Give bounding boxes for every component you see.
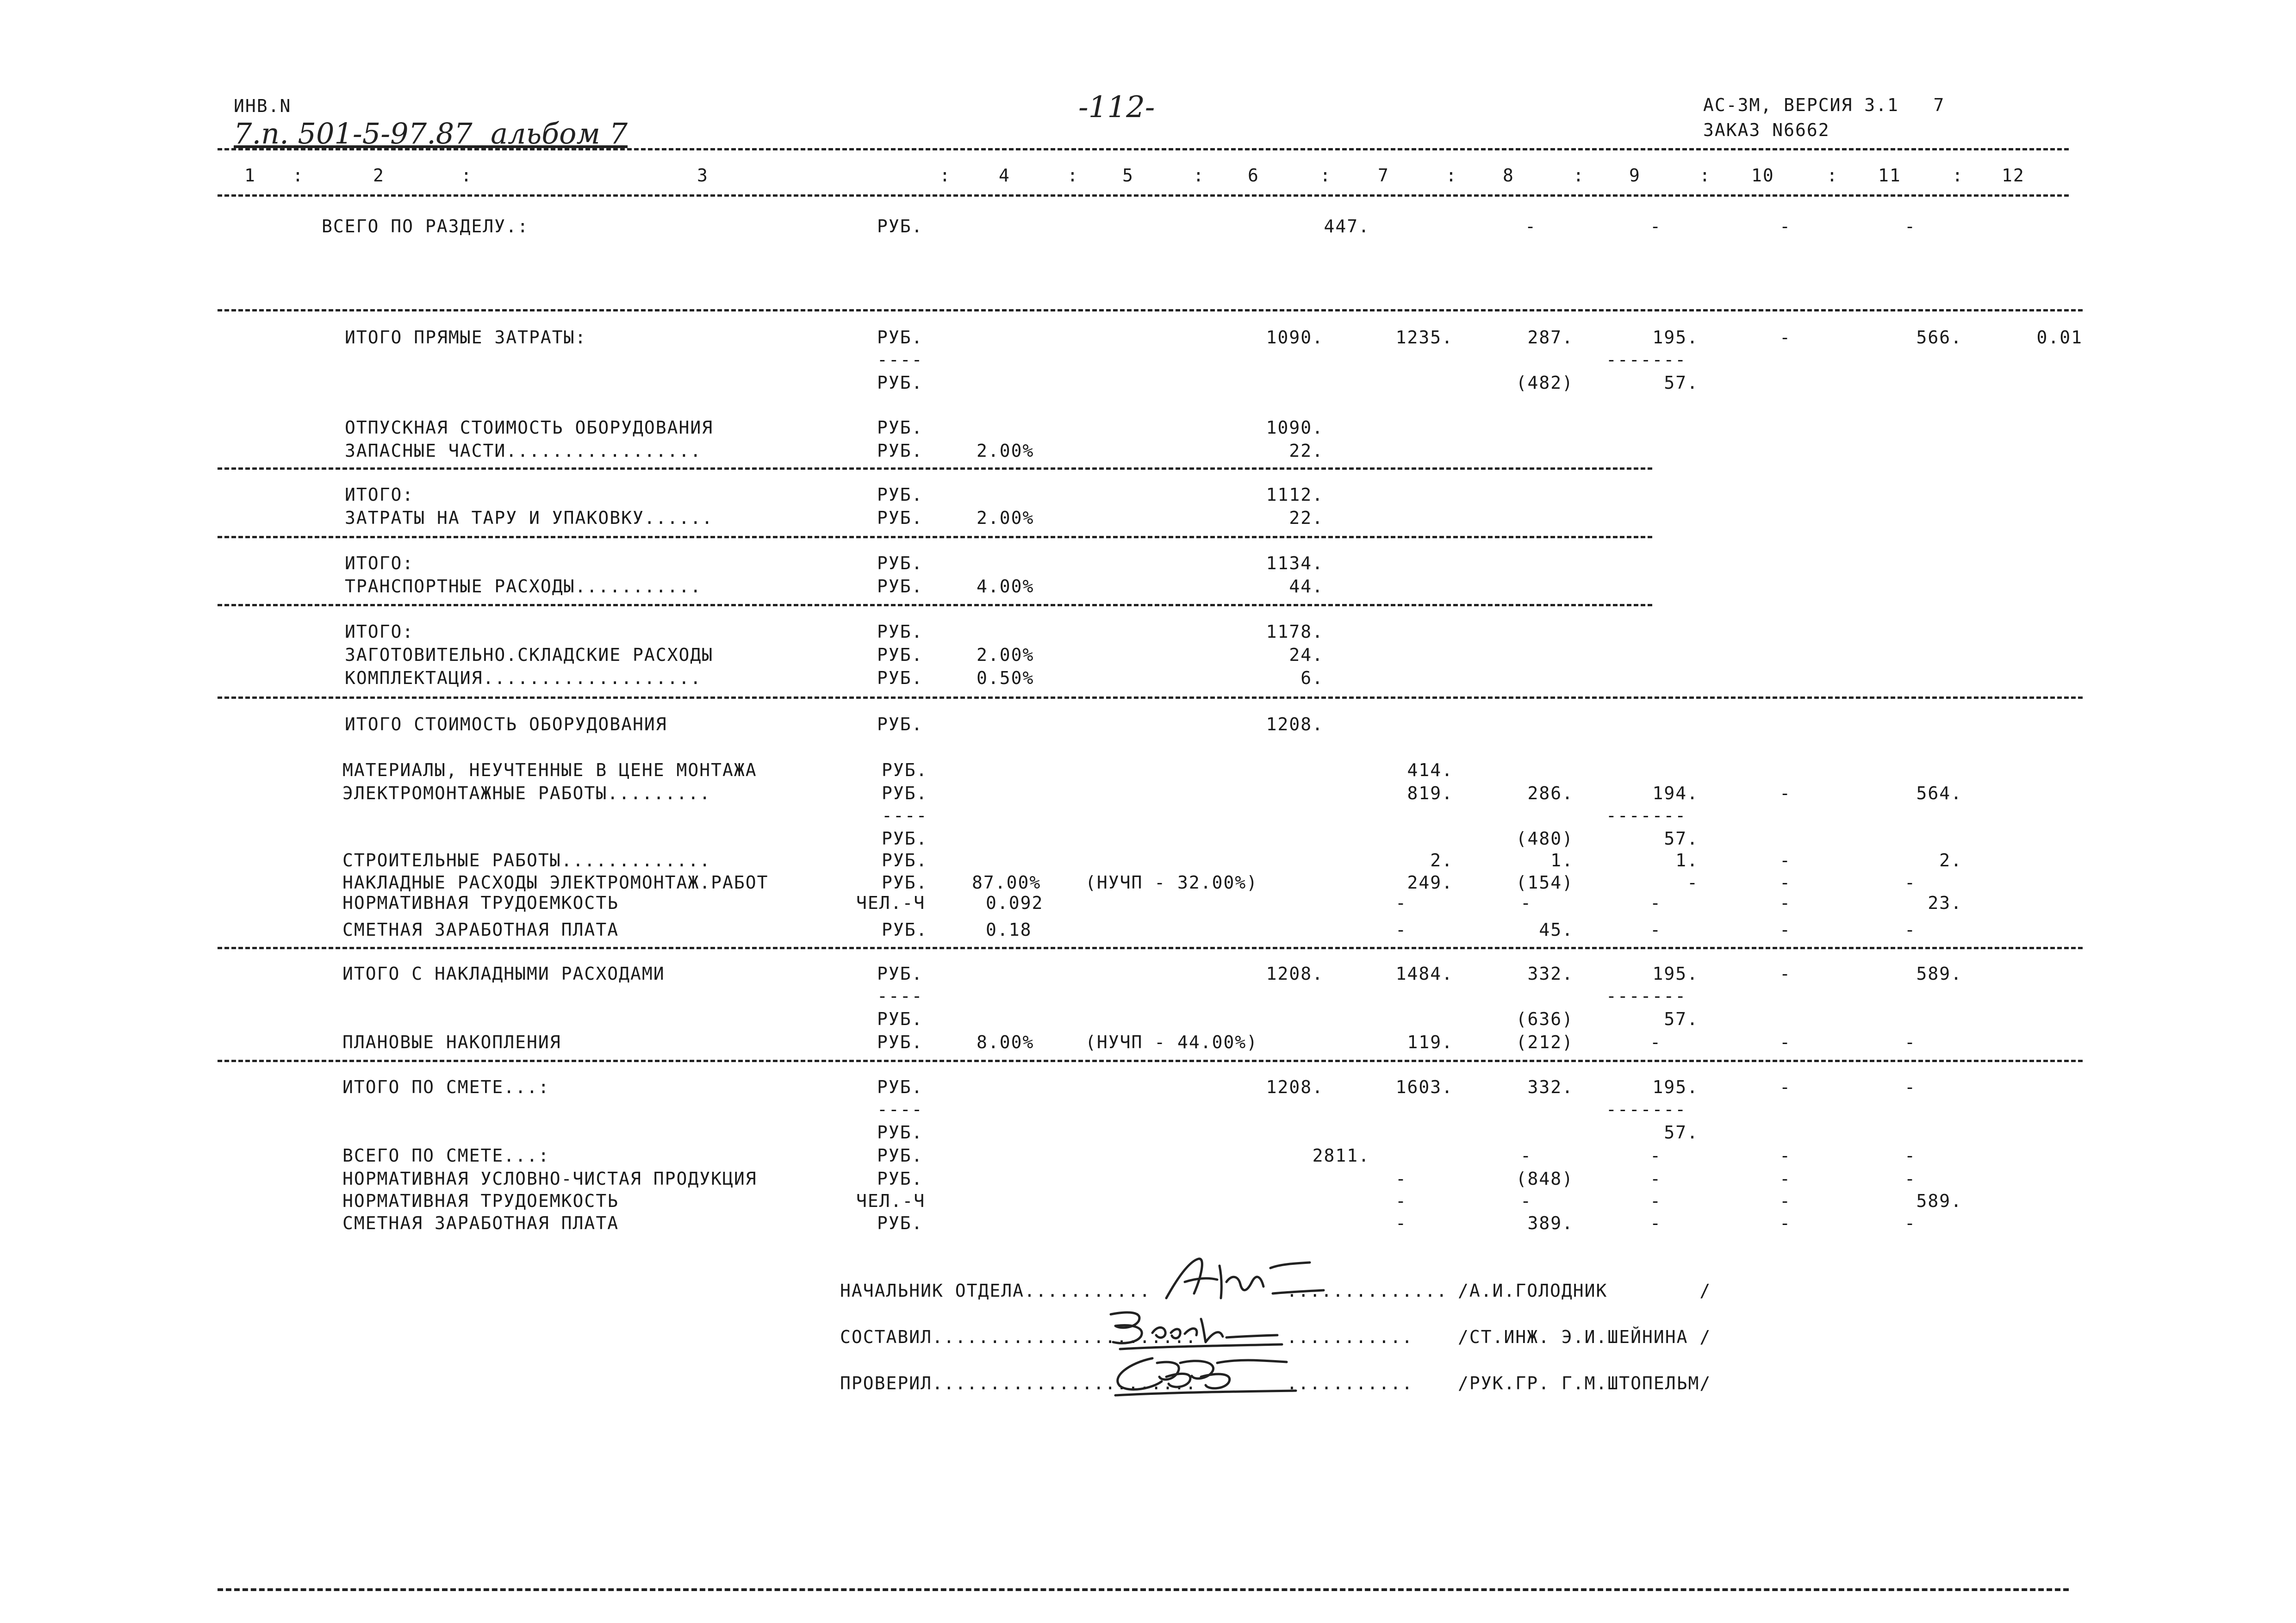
column-number: 1 (244, 165, 256, 186)
row-label: СМЕТНАЯ ЗАРАБОТНАЯ ПЛАТА (342, 920, 619, 940)
cell-col11: - (1904, 1169, 1916, 1189)
cell-col6: 1112. (1266, 485, 1324, 505)
cell-col8: (154) (1516, 872, 1574, 893)
cell-col8: - (1520, 1191, 1532, 1211)
column-separator: : (940, 165, 951, 186)
handwritten-signature-3 (1101, 1344, 1305, 1405)
row-label: ЗАТРАТЫ НА ТАРУ И УПАКОВКУ...... (345, 508, 714, 528)
cell-col11: 589. (1916, 1191, 1962, 1211)
subtotal-separator: ------- (1606, 349, 1687, 370)
cell-col7: - (1395, 1169, 1407, 1189)
row-unit: РУБ. (877, 373, 923, 393)
inventory-label: ИНВ.N (234, 96, 292, 116)
cell-col10: - (1780, 1213, 1791, 1233)
cell-col6: 24. (1289, 645, 1324, 665)
row-label: ЗАПАСНЫЕ ЧАСТИ................. (345, 441, 702, 461)
row-unit: РУБ. (882, 872, 928, 893)
row-label: ИТОГО ПРЯМЫЕ ЗАТРАТЫ: (345, 327, 587, 348)
row-label: ИТОГО: (345, 485, 414, 505)
cell-col11: 589. (1916, 964, 1962, 984)
cell-col4: 4.00% (977, 576, 1034, 597)
row-label: ПЛАНОВЫЕ НАКОПЛЕНИЯ (342, 1032, 561, 1052)
cell-col11: 564. (1916, 783, 1962, 803)
row-label: СТРОИТЕЛЬНЫЕ РАБОТЫ............. (342, 850, 711, 871)
column-separator: : (461, 165, 473, 186)
subtotal-separator: ------- (1606, 986, 1687, 1006)
row-unit: РУБ. (877, 508, 923, 528)
cell-col9: 57. (1664, 373, 1699, 393)
column-number: 5 (1122, 165, 1134, 186)
cell-col8: (480) (1516, 828, 1574, 849)
cell-col6: 1178. (1266, 622, 1324, 642)
order-number-label: ЗАКАЗ N6662 (1703, 120, 1830, 140)
column-number: 6 (1248, 165, 1259, 186)
cell-col9: - (1650, 1169, 1661, 1189)
signer-role: СОСТАВИЛ....................... (840, 1327, 1197, 1347)
row-unit: РУБ. (877, 1077, 923, 1097)
cell-col10: - (1780, 327, 1791, 348)
column-separator: : (292, 165, 304, 186)
cell-col7: - (1395, 920, 1407, 940)
cell-col10: - (1780, 964, 1791, 984)
cell-col11: 566. (1916, 327, 1962, 348)
system-version-label: АС-3М, ВЕРСИЯ 3.1 7 (1703, 95, 1945, 115)
cell-col7: 819. (1407, 783, 1453, 803)
unit-separator: ---- (877, 1099, 923, 1119)
cell-col11: - (1904, 1077, 1916, 1097)
cell-col9: 57. (1664, 1122, 1699, 1143)
cell-col6: 1134. (1266, 553, 1324, 573)
cell-col9: 195. (1652, 964, 1699, 984)
cell-col9: 195. (1652, 1077, 1699, 1097)
row-label: КОМПЛЕКТАЦИЯ................... (345, 668, 702, 688)
cell-col8: - (1520, 893, 1532, 913)
cell-col10: - (1780, 1191, 1791, 1211)
subtotal-separator: ------- (1606, 1099, 1687, 1119)
cell-col7: - (1395, 1191, 1407, 1211)
subsection-rule (218, 467, 1652, 470)
row-unit: РУБ. (877, 714, 923, 734)
row-label: НОРМАТИВНАЯ ТРУДОЕМКОСТЬ (342, 1191, 619, 1211)
row-unit: РУБ. (877, 576, 923, 597)
cell-col5: (НУЧП - 44.00%) (1085, 1032, 1258, 1052)
cell-col6: 22. (1289, 441, 1324, 461)
cell-col7: 1484. (1395, 964, 1453, 984)
row-label: НАКЛАДНЫЕ РАСХОДЫ ЭЛЕКТРОМОНТАЖ.РАБОТ (342, 872, 769, 893)
row-unit: РУБ. (877, 553, 923, 573)
row-label: ТРАНСПОРТНЫЕ РАСХОДЫ........... (345, 576, 702, 597)
row-label: ИТОГО СТОИМОСТЬ ОБОРУДОВАНИЯ (345, 714, 667, 734)
row-unit: РУБ. (877, 1169, 923, 1189)
cell-col10: - (1780, 920, 1791, 940)
cell-col8: 1. (1550, 850, 1574, 871)
cell-col7: 119. (1407, 1032, 1453, 1052)
cell-col6: 1208. (1266, 714, 1324, 734)
signer-role: ПРОВЕРИЛ....................... (840, 1373, 1197, 1393)
cell-col11: 23. (1928, 893, 1962, 913)
row-unit: РУБ. (877, 441, 923, 461)
row-label: ИТОГО: (345, 622, 414, 642)
cell-col11: - (1904, 872, 1916, 893)
header-rule-bottom (218, 194, 2069, 197)
signer-dots: ........... (1287, 1327, 1413, 1347)
cell-col11: - (1904, 920, 1916, 940)
column-number: 11 (1878, 165, 1901, 186)
cell-col8: 332. (1527, 1077, 1574, 1097)
cell-col8: 389. (1527, 1213, 1574, 1233)
row-label: ИТОГО: (345, 553, 414, 573)
row-unit: РУБ. (877, 417, 923, 438)
cell-col4: 0.50% (977, 668, 1034, 688)
cell-col4: 8.00% (977, 1032, 1034, 1052)
cell-col9: 57. (1664, 828, 1699, 849)
row-unit: РУБ. (877, 1213, 923, 1233)
project-number-handwritten: 7.п. 501-5-97.87 альбом 7 (234, 117, 628, 150)
cell-col8: (482) (1516, 373, 1574, 393)
cell-col11: - (1904, 1213, 1916, 1233)
cell-col9: - (1650, 216, 1661, 236)
row-unit: РУБ. (877, 1122, 923, 1143)
cell-col9: 57. (1664, 1009, 1699, 1029)
cell-col4: 2.00% (977, 441, 1034, 461)
cell-col9: - (1650, 920, 1661, 940)
cell-col9: - (1687, 872, 1699, 893)
cell-col7: - (1395, 893, 1407, 913)
column-number: 9 (1629, 165, 1641, 186)
column-separator: : (1193, 165, 1205, 186)
row-label: ИТОГО С НАКЛАДНЫМИ РАСХОДАМИ (342, 964, 665, 984)
column-number: 8 (1503, 165, 1514, 186)
row-unit: РУБ. (882, 760, 928, 780)
row-label: МАТЕРИАЛЫ, НЕУЧТЕННЫЕ В ЦЕНЕ МОНТАЖА (342, 760, 757, 780)
row-unit: РУБ. (877, 1145, 923, 1166)
cell-col8: (636) (1516, 1009, 1574, 1029)
cell-col8: 286. (1527, 783, 1574, 803)
cell-col9: 195. (1652, 327, 1699, 348)
row-label: НОРМАТИВНАЯ ТРУДОЕМКОСТЬ (342, 893, 619, 913)
row-unit: РУБ. (882, 828, 928, 849)
cell-col9: - (1650, 893, 1661, 913)
page-bottom-rule (218, 1588, 2069, 1591)
row-label: ВСЕГО ПО СМЕТЕ...: (342, 1145, 550, 1166)
row-unit: РУБ. (877, 1009, 923, 1029)
column-number: 2 (373, 165, 385, 186)
signer-dots: ........... (1287, 1373, 1413, 1393)
signer-role: НАЧАЛЬНИК ОТДЕЛА........... (840, 1281, 1151, 1301)
cell-col10: - (1780, 1077, 1791, 1097)
signer-dots: .............. (1287, 1281, 1448, 1301)
cell-col11: - (1904, 1145, 1916, 1166)
cell-col9: - (1650, 1145, 1661, 1166)
column-separator: : (1573, 165, 1585, 186)
cell-col7: 1235. (1395, 327, 1453, 348)
row-unit: ЧЕЛ.-Ч (856, 1191, 926, 1211)
cell-col8: (848) (1516, 1169, 1574, 1189)
signer-name: /РУК.ГР. Г.М.ШТОПЕЛЬМ/ (1458, 1373, 1711, 1393)
cell-col10: - (1780, 850, 1791, 871)
cell-col9: 194. (1652, 783, 1699, 803)
signer-name: /СТ.ИНЖ. Э.И.ШЕЙНИНА / (1458, 1327, 1711, 1347)
subtotal-separator: ------- (1606, 805, 1687, 826)
cell-col8: 287. (1527, 327, 1574, 348)
section-rule (218, 309, 2083, 311)
cell-col11: - (1904, 216, 1916, 236)
cell-col7: 2. (1430, 850, 1453, 871)
column-separator: : (1699, 165, 1711, 186)
cell-col10: - (1780, 1169, 1791, 1189)
cell-col9: - (1650, 1191, 1661, 1211)
column-separator: : (1952, 165, 1964, 186)
cell-col6: 2811. (1312, 1145, 1370, 1166)
column-number: 3 (697, 165, 709, 186)
cell-col7: 414. (1407, 760, 1453, 780)
row-unit: РУБ. (877, 327, 923, 348)
cell-col4: 2.00% (977, 508, 1034, 528)
row-label: ОТПУСКНАЯ СТОИМОСТЬ ОБОРУДОВАНИЯ (345, 417, 714, 438)
cell-col6: 6. (1300, 668, 1324, 688)
subsection-rule (218, 536, 1652, 538)
section-rule (218, 947, 2083, 949)
cell-col8: - (1520, 1145, 1532, 1166)
column-number: 10 (1751, 165, 1774, 186)
cell-col10: - (1780, 872, 1791, 893)
column-separator: : (1067, 165, 1079, 186)
unit-separator: ---- (877, 986, 923, 1006)
column-number: 12 (2002, 165, 2025, 186)
row-label: ИТОГО ПО СМЕТЕ...: (342, 1077, 550, 1097)
cell-col6: 1208. (1266, 1077, 1324, 1097)
cell-col7: - (1395, 1213, 1407, 1233)
signer-name: /А.И.ГОЛОДНИК / (1458, 1281, 1711, 1301)
cell-col10: - (1780, 893, 1791, 913)
cell-col6: 44. (1289, 576, 1324, 597)
cell-col7: 1603. (1395, 1077, 1453, 1097)
row-unit: РУБ. (877, 645, 923, 665)
row-unit: РУБ. (877, 1032, 923, 1052)
page-number: -112- (1078, 90, 1155, 124)
cell-col7: 249. (1407, 872, 1453, 893)
cell-col10: - (1780, 1145, 1791, 1166)
cell-col6: 1090. (1266, 327, 1324, 348)
cell-col11: - (1904, 1032, 1916, 1052)
cell-col4: 2.00% (977, 645, 1034, 665)
row-label: НОРМАТИВНАЯ УСЛОВНО-ЧИСТАЯ ПРОДУКЦИЯ (342, 1169, 757, 1189)
cell-col4: 0.18 (986, 920, 1032, 940)
row-unit: РУБ. (877, 485, 923, 505)
cell-col8: - (1525, 216, 1537, 236)
cell-col12: 0.01 (2036, 327, 2083, 348)
cell-col8: 45. (1539, 920, 1574, 940)
column-number: 7 (1378, 165, 1389, 186)
cell-col6: 447. (1324, 216, 1370, 236)
row-unit: РУБ. (877, 964, 923, 984)
cell-col4: 0.092 (986, 893, 1044, 913)
section-rule (218, 696, 2083, 699)
row-label: ВСЕГО ПО РАЗДЕЛУ.: (322, 216, 529, 236)
cell-col8: (212) (1516, 1032, 1574, 1052)
cell-col10: - (1780, 216, 1791, 236)
cell-col5: (НУЧП - 32.00%) (1085, 872, 1258, 893)
row-unit: РУБ. (882, 850, 928, 871)
row-label: СМЕТНАЯ ЗАРАБОТНАЯ ПЛАТА (342, 1213, 619, 1233)
cell-col10: - (1780, 1032, 1791, 1052)
row-unit: РУБ. (877, 622, 923, 642)
row-unit: РУБ. (882, 783, 928, 803)
row-unit: РУБ. (877, 216, 923, 236)
row-unit: ЧЕЛ.-Ч (856, 893, 926, 913)
cell-col6: 1090. (1266, 417, 1324, 438)
column-number: 4 (999, 165, 1010, 186)
cell-col6: 22. (1289, 508, 1324, 528)
subsection-rule (218, 604, 1652, 606)
column-separator: : (1827, 165, 1838, 186)
row-unit: РУБ. (877, 668, 923, 688)
cell-col9: - (1650, 1213, 1661, 1233)
row-label: ЭЛЕКТРОМОНТАЖНЫЕ РАБОТЫ......... (342, 783, 711, 803)
cell-col9: 1. (1675, 850, 1699, 871)
cell-col10: - (1780, 783, 1791, 803)
header-rule-top (218, 148, 2069, 150)
cell-col11: 2. (1939, 850, 1962, 871)
unit-separator: ---- (882, 805, 928, 826)
cell-col4: 87.00% (972, 872, 1041, 893)
row-unit: РУБ. (882, 920, 928, 940)
unit-separator: ---- (877, 349, 923, 370)
cell-col8: 332. (1527, 964, 1574, 984)
column-separator: : (1320, 165, 1332, 186)
row-label: ЗАГОТОВИТЕЛЬНО.СКЛАДСКИЕ РАСХОДЫ (345, 645, 714, 665)
cell-col9: - (1650, 1032, 1661, 1052)
cell-col6: 1208. (1266, 964, 1324, 984)
section-rule (218, 1060, 2083, 1062)
column-separator: : (1446, 165, 1457, 186)
